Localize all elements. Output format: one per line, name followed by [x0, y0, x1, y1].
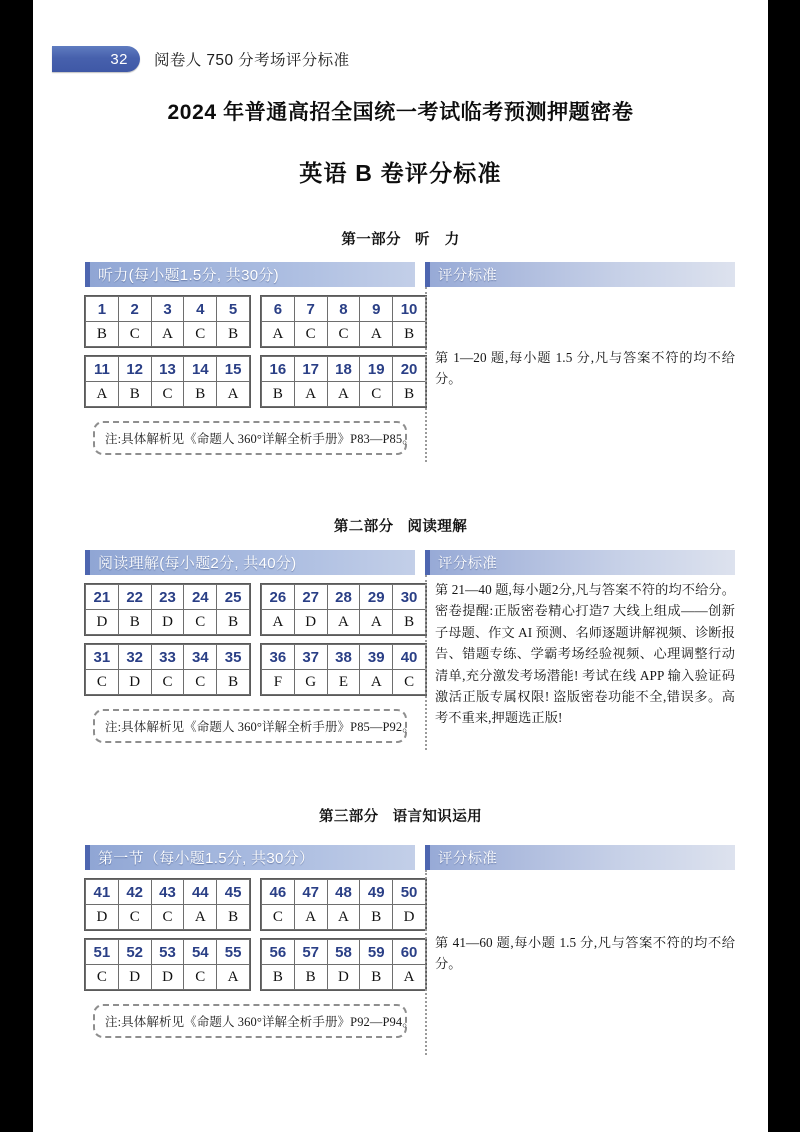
section-1-note: 注:具体解析见《命题人 360°详解全析手册》P83—P85。 [93, 421, 407, 455]
answer-cell: G [294, 670, 327, 695]
section-2-answer-row-2 [85, 644, 418, 695]
question-number: 44 [184, 880, 217, 905]
question-number: 6 [261, 297, 294, 322]
answer-cell: A [327, 905, 360, 930]
question-number: 18 [327, 357, 360, 382]
question-number: 25 [217, 585, 250, 610]
section-3-criteria-body [425, 870, 735, 1055]
question-number: 47 [294, 880, 327, 905]
question-number: 5 [217, 297, 250, 322]
question-number: 50 [393, 880, 426, 905]
answer-cell: A [360, 670, 393, 695]
section-2-criteria-body [425, 575, 735, 750]
question-number: 51 [86, 940, 119, 965]
answer-cell: A [360, 322, 393, 347]
question-number: 48 [327, 880, 360, 905]
answer-cell: A [261, 610, 294, 635]
answer-cell: A [217, 965, 250, 990]
table-row [86, 905, 250, 930]
question-number: 21 [86, 585, 119, 610]
answer-cell: D [86, 610, 119, 635]
table-row [261, 610, 425, 635]
question-number: 19 [360, 357, 393, 382]
answer-cell: C [393, 670, 426, 695]
table-row [261, 645, 425, 670]
section-2-criteria-text: 第 21—40 题,每小题2分,凡与答案不符的均不给分。密卷提醒:正版密卷精心打造7 大线上组成——创新子母题、作文 AI 预测、名师逐题讲解视频、诊断报告、错题专练、学霸考场经验视频、心理调整行动清单,充分激发考场潜能! 考试在线 APP 输入验证码激活正版专属权限! 盗版密卷功能不全,错误多。高考不重来,押题选正版! [435, 582, 735, 726]
answer-cell: A [360, 610, 393, 635]
question-number: 3 [151, 297, 184, 322]
question-number: 54 [184, 940, 217, 965]
section-heading-1 [33, 228, 768, 249]
section-1-answer-row-2 [85, 356, 418, 407]
answer-table [85, 644, 250, 695]
question-number: 1 [86, 297, 119, 322]
answer-cell: F [261, 670, 294, 695]
section-1-part: 第一部分 [341, 232, 401, 248]
question-number: 35 [217, 645, 250, 670]
question-number: 31 [86, 645, 119, 670]
answer-table [261, 584, 426, 635]
section-1-criteria-body [425, 287, 735, 462]
table-row [86, 940, 250, 965]
question-number: 56 [261, 940, 294, 965]
question-number: 24 [184, 585, 217, 610]
question-number: 2 [118, 297, 151, 322]
answer-cell: D [327, 965, 360, 990]
question-number: 37 [294, 645, 327, 670]
answer-cell: B [393, 382, 426, 407]
question-number: 9 [360, 297, 393, 322]
section-3-criteria-title: 评分标准 [438, 851, 498, 867]
question-number: 60 [393, 940, 426, 965]
table-row [261, 880, 425, 905]
question-number: 7 [294, 297, 327, 322]
table-row [86, 610, 250, 635]
table-row [261, 940, 425, 965]
table-row [261, 382, 425, 407]
answer-cell: A [294, 382, 327, 407]
answer-cell: B [294, 965, 327, 990]
document-page [33, 0, 768, 1132]
answer-cell: D [151, 610, 184, 635]
section-1-criteria-text: 第 1—20 题,每小题 1.5 分,凡与答案不符的均不给分。 [435, 350, 735, 387]
question-number: 4 [184, 297, 217, 322]
section-1-answers-column [85, 262, 418, 455]
answer-cell: A [261, 322, 294, 347]
section-1-criteria-title: 评分标准 [438, 268, 498, 284]
answer-table [261, 939, 426, 990]
section-2-criteria-bar [425, 550, 735, 575]
answer-cell: C [86, 965, 119, 990]
question-number: 22 [118, 585, 151, 610]
question-number: 8 [327, 297, 360, 322]
question-number: 28 [327, 585, 360, 610]
section-1-panel-bar [85, 262, 415, 287]
section-3-note: 注:具体解析见《命题人 360°详解全析手册》P92—P94。 [93, 1004, 407, 1038]
answer-cell: B [217, 322, 250, 347]
table-row [261, 357, 425, 382]
question-number: 16 [261, 357, 294, 382]
answer-cell: E [327, 670, 360, 695]
question-number: 20 [393, 357, 426, 382]
answer-cell: B [393, 322, 426, 347]
section-2-note: 注:具体解析见《命题人 360°详解全析手册》P85—P92。 [93, 709, 407, 743]
question-number: 59 [360, 940, 393, 965]
question-number: 45 [217, 880, 250, 905]
section-1-answer-row-1 [85, 296, 418, 347]
answer-cell: A [217, 382, 250, 407]
question-number: 52 [118, 940, 151, 965]
answer-cell: B [393, 610, 426, 635]
table-row [261, 965, 425, 990]
section-heading-3 [33, 805, 768, 826]
question-number: 12 [118, 357, 151, 382]
table-row [86, 322, 250, 347]
table-row [86, 357, 250, 382]
section-2-part: 第二部分 [333, 519, 394, 535]
answer-cell: D [118, 670, 151, 695]
answer-cell: C [360, 382, 393, 407]
page-number-tab [52, 46, 140, 72]
table-row [86, 645, 250, 670]
answer-table [261, 356, 426, 407]
page-number: 32 [110, 50, 128, 68]
question-number: 41 [86, 880, 119, 905]
answer-cell: D [118, 965, 151, 990]
question-number: 27 [294, 585, 327, 610]
answer-cell: D [294, 610, 327, 635]
table-row [86, 965, 250, 990]
section-3-answers-column [85, 845, 418, 1038]
question-number: 57 [294, 940, 327, 965]
answer-cell: C [184, 322, 217, 347]
answer-cell: C [86, 670, 119, 695]
section-2-answer-row-1 [85, 584, 418, 635]
section-2-panel-title: 阅读理解(每小题2分, 共40分) [98, 555, 297, 572]
table-row [86, 880, 250, 905]
answer-table [261, 296, 426, 347]
table-row [261, 670, 425, 695]
answer-cell: B [118, 610, 151, 635]
answer-table [261, 879, 426, 930]
table-row [261, 297, 425, 322]
answer-cell: B [217, 905, 250, 930]
section-3-criteria-column [425, 845, 735, 1055]
question-number: 13 [151, 357, 184, 382]
question-number: 11 [86, 357, 119, 382]
section-2-criteria-title: 评分标准 [438, 556, 498, 572]
answer-cell: A [294, 905, 327, 930]
table-row [261, 322, 425, 347]
question-number: 29 [360, 585, 393, 610]
running-header [33, 44, 349, 74]
question-number: 34 [184, 645, 217, 670]
answer-cell: B [86, 322, 119, 347]
section-3-answer-row-1 [85, 879, 418, 930]
answer-cell: C [184, 610, 217, 635]
answer-cell: A [393, 965, 426, 990]
answer-cell: C [151, 905, 184, 930]
question-number: 33 [151, 645, 184, 670]
running-header-title: 阅卷人 750 分考场评分标准 [154, 52, 350, 69]
answer-table [85, 296, 250, 347]
section-3-criteria-text: 第 41—60 题,每小题 1.5 分,凡与答案不符的均不给分。 [435, 935, 735, 972]
answer-cell: C [294, 322, 327, 347]
answer-cell: B [261, 382, 294, 407]
section-2-panel-bar [85, 550, 415, 575]
answer-cell: C [118, 905, 151, 930]
answer-cell: C [261, 905, 294, 930]
section-3-part: 第三部分 [318, 809, 379, 825]
answer-cell: C [151, 382, 184, 407]
question-number: 49 [360, 880, 393, 905]
question-number: 46 [261, 880, 294, 905]
answer-table [261, 644, 426, 695]
answer-cell: A [151, 322, 184, 347]
answer-cell: A [184, 905, 217, 930]
document-title: 2024 年普通高招全国统一考试临考预测押题密卷 [167, 101, 634, 124]
answer-cell: C [184, 670, 217, 695]
table-row [86, 585, 250, 610]
answer-table [85, 939, 250, 990]
table-row [86, 297, 250, 322]
question-number: 32 [118, 645, 151, 670]
answer-cell: B [118, 382, 151, 407]
section-2-criteria-column [425, 550, 735, 750]
section-2-name: 阅读理解 [407, 519, 468, 535]
question-number: 53 [151, 940, 184, 965]
question-number: 36 [261, 645, 294, 670]
answer-cell: A [327, 610, 360, 635]
answer-cell: B [217, 610, 250, 635]
answer-cell: B [360, 965, 393, 990]
left-edge-bar [0, 0, 33, 1132]
section-3-criteria-bar [425, 845, 735, 870]
right-edge-bar [768, 0, 800, 1132]
document-subtitle: 英语 B 卷评分标准 [299, 160, 502, 186]
answer-cell: B [217, 670, 250, 695]
section-heading-2 [33, 515, 768, 536]
answer-cell: B [184, 382, 217, 407]
answer-cell: A [86, 382, 119, 407]
answer-cell: A [327, 382, 360, 407]
question-number: 15 [217, 357, 250, 382]
answer-cell: C [184, 965, 217, 990]
section-3-answer-row-2 [85, 939, 418, 990]
table-row [86, 670, 250, 695]
question-number: 38 [327, 645, 360, 670]
table-row [86, 382, 250, 407]
question-number: 40 [393, 645, 426, 670]
answer-table [85, 584, 250, 635]
answer-cell: C [327, 322, 360, 347]
question-number: 39 [360, 645, 393, 670]
section-1-criteria-column [425, 262, 735, 462]
question-number: 14 [184, 357, 217, 382]
table-row [261, 585, 425, 610]
answer-table [85, 879, 250, 930]
answer-cell: D [86, 905, 119, 930]
table-row [261, 905, 425, 930]
question-number: 30 [393, 585, 426, 610]
answer-cell: D [151, 965, 184, 990]
question-number: 26 [261, 585, 294, 610]
question-number: 10 [393, 297, 426, 322]
question-number: 55 [217, 940, 250, 965]
section-3-panel-title: 第一节（每小题1.5分, 共30分） [98, 850, 315, 867]
question-number: 17 [294, 357, 327, 382]
section-2-answers-column [85, 550, 418, 743]
answer-cell: C [118, 322, 151, 347]
question-number: 23 [151, 585, 184, 610]
section-3-panel-bar [85, 845, 415, 870]
question-number: 43 [151, 880, 184, 905]
question-number: 58 [327, 940, 360, 965]
section-1-criteria-bar [425, 262, 735, 287]
answer-cell: C [151, 670, 184, 695]
question-number: 42 [118, 880, 151, 905]
answer-cell: B [261, 965, 294, 990]
answer-cell: B [360, 905, 393, 930]
section-1-name: 听 力 [414, 232, 460, 248]
answer-cell: D [393, 905, 426, 930]
section-1-panel-title: 听力(每小题1.5分, 共30分) [98, 267, 279, 284]
answer-table [85, 356, 250, 407]
section-3-name: 语言知识运用 [392, 809, 482, 825]
